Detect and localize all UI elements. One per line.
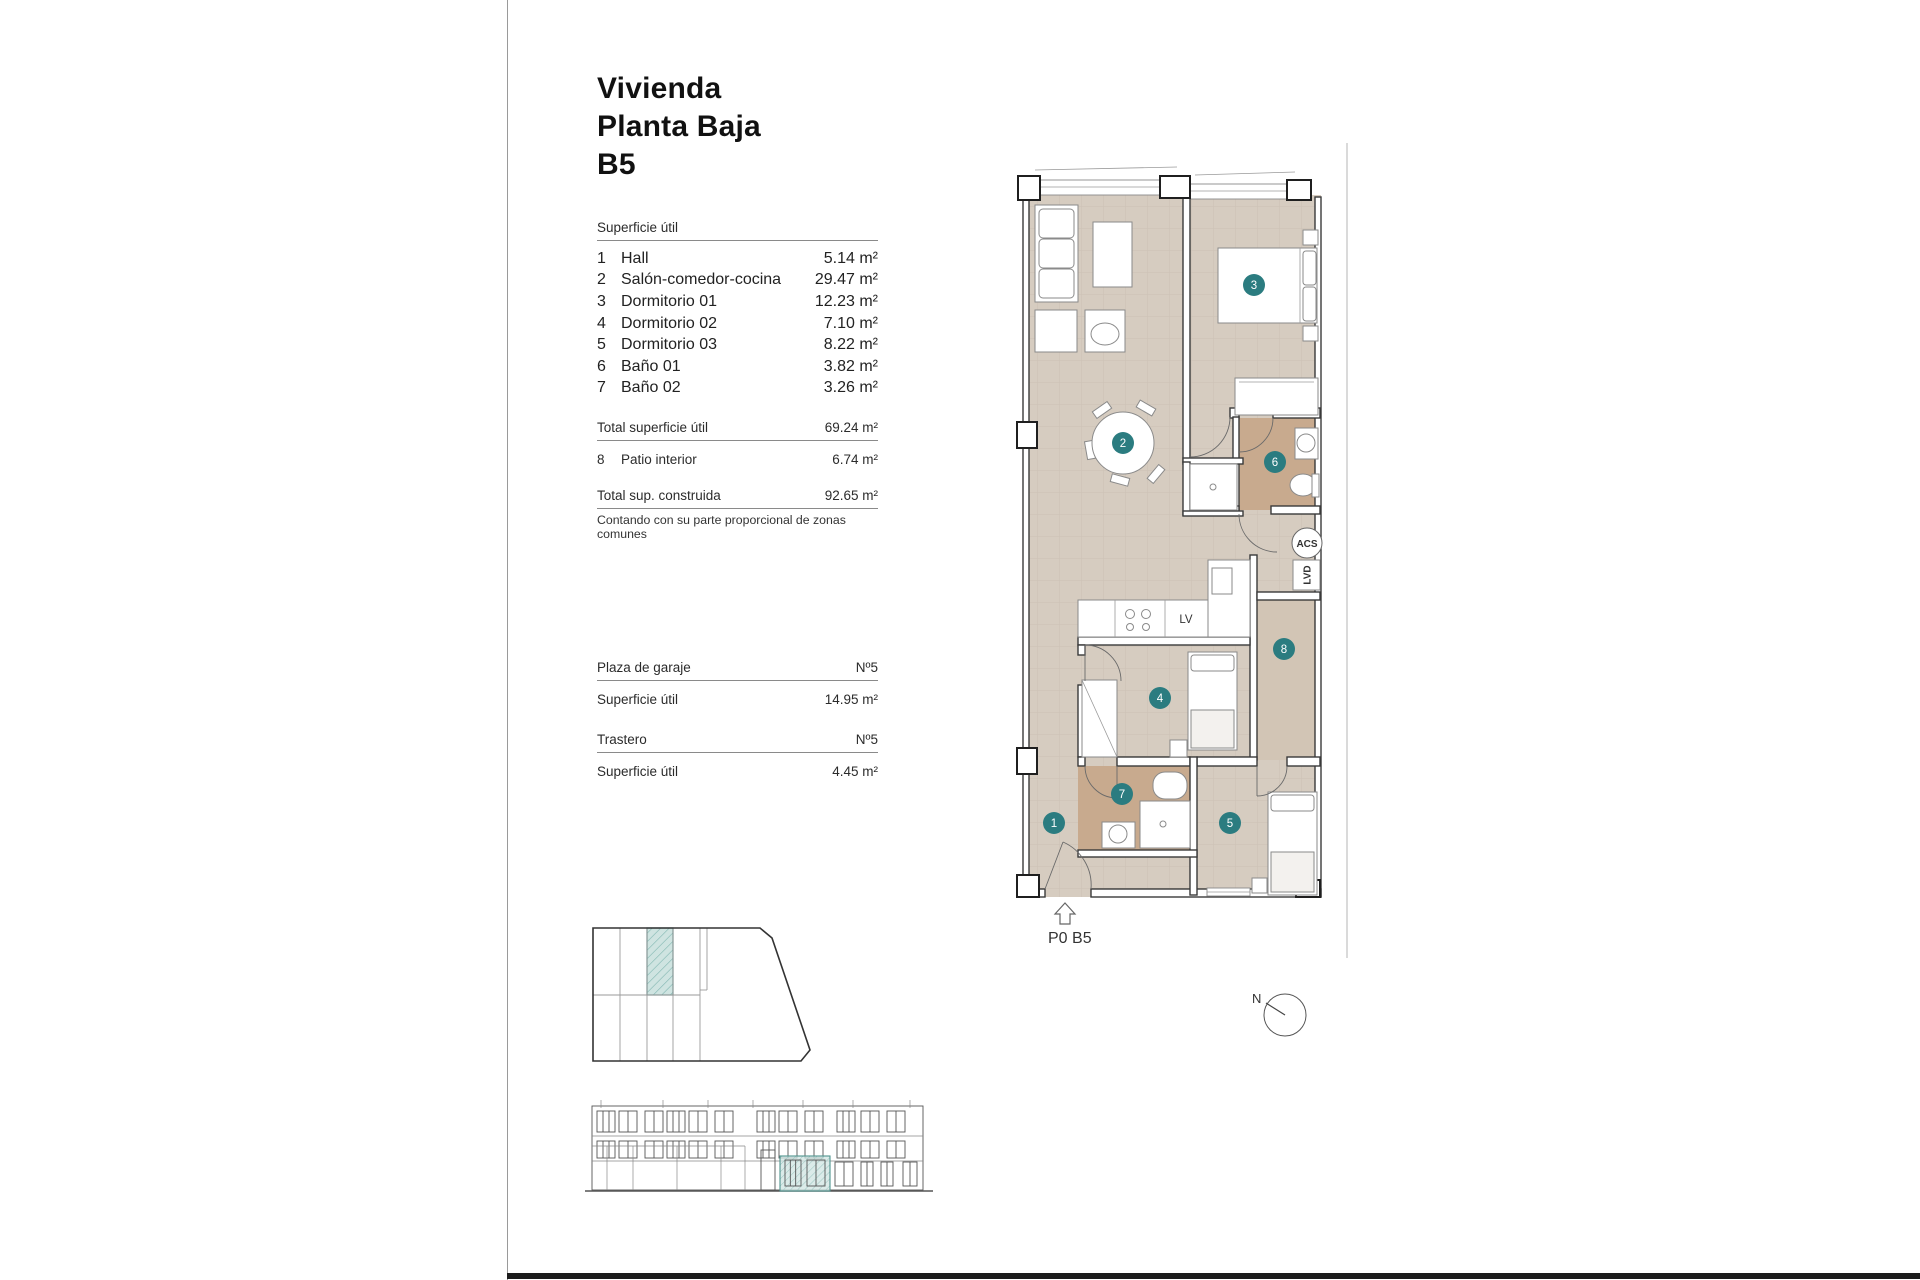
- room-number-badge: [1219, 812, 1241, 834]
- sheet-left-border: [507, 0, 508, 1280]
- wall: [1078, 645, 1085, 655]
- wall: [1183, 511, 1243, 516]
- garage-area-value: 14.95 m²: [824, 692, 878, 707]
- wall: [1023, 195, 1029, 897]
- acs-label: ACS: [1296, 539, 1318, 550]
- room-number: 8: [1280, 644, 1288, 656]
- title-line-1: Vivienda: [597, 72, 722, 105]
- surface-header-label: Superficie útil: [597, 220, 679, 235]
- row-label: Baño 02: [621, 379, 681, 397]
- window: [757, 1111, 775, 1132]
- row-num: 5: [597, 336, 606, 354]
- row-value: 5.14 m²: [823, 249, 878, 267]
- pillar: [1017, 748, 1037, 774]
- table-row: [597, 248, 878, 270]
- room-number: 1: [1050, 818, 1058, 830]
- window: [837, 1111, 855, 1132]
- wall: [1078, 637, 1250, 645]
- row-label: Salón-comedor-cocina: [621, 271, 782, 289]
- total-util-label: Total superficie útil: [597, 420, 709, 435]
- shower: [1190, 464, 1237, 510]
- wall: [1078, 757, 1085, 766]
- compass-needle: [1266, 1003, 1285, 1015]
- nightstand: [1303, 326, 1318, 341]
- roof-overhang-line: [1195, 172, 1295, 175]
- row-num: 7: [597, 379, 606, 397]
- row-num: 3: [597, 292, 606, 310]
- storage-header-row: [597, 732, 878, 753]
- toilet-tank: [1312, 474, 1319, 497]
- table-row: [597, 291, 878, 313]
- storage-area-row: [597, 764, 878, 779]
- north-compass: [1250, 983, 1340, 1058]
- side-table: [1035, 310, 1077, 352]
- elevation-windows: [597, 1111, 905, 1158]
- row-value: 7.10 m²: [823, 314, 878, 332]
- total-construida-label: Total sup. construida: [597, 488, 721, 503]
- wall: [1257, 592, 1320, 600]
- row-num: 8: [597, 452, 605, 467]
- compass-north-label: N: [1252, 991, 1262, 1006]
- window: [667, 1141, 685, 1158]
- garage-area-row: [597, 692, 878, 707]
- table-row: [597, 270, 878, 292]
- total-construida-value: 92.65 m²: [824, 488, 878, 503]
- wall: [1287, 757, 1320, 766]
- wall: [1183, 195, 1190, 462]
- table-row: [597, 378, 878, 400]
- row-value: 6.74 m²: [832, 452, 878, 467]
- blanket: [1191, 710, 1234, 748]
- row-value: 8.22 m²: [823, 336, 878, 354]
- row-label: Dormitorio 01: [621, 292, 718, 310]
- storage-area-label: Superficie útil: [597, 764, 679, 779]
- row-num: 2: [597, 271, 606, 289]
- unit-label: P0 B5: [1048, 930, 1092, 947]
- garage-header: Plaza de garaje: [597, 660, 691, 675]
- room-number-badge: [1149, 687, 1171, 709]
- row-label: Baño 01: [621, 357, 681, 375]
- storage-area-value: 4.45 m²: [832, 764, 878, 779]
- row-num: 6: [597, 357, 606, 375]
- pillar: [1287, 180, 1311, 200]
- nightstand: [1170, 740, 1187, 757]
- total-construida-row: [597, 488, 878, 509]
- window: [597, 1141, 615, 1158]
- room-number: 3: [1250, 280, 1258, 292]
- roof-overhang-line: [1035, 167, 1177, 170]
- room-number-badge: [1264, 451, 1286, 473]
- wall: [1117, 757, 1190, 766]
- window: [597, 1111, 615, 1132]
- patio-floor: [1250, 600, 1320, 760]
- row-label: Dormitorio 03: [621, 336, 718, 354]
- fridge: [1212, 568, 1232, 594]
- table-row: [597, 334, 878, 356]
- entrance-arrow-icon: [1055, 903, 1075, 924]
- sofa-cushion: [1039, 239, 1074, 268]
- row-label: Hall: [621, 249, 649, 267]
- row-value: 12.23 m²: [814, 292, 878, 310]
- double-bed: [1218, 248, 1317, 323]
- nightstand: [1303, 230, 1318, 245]
- garage-header-row: [597, 660, 878, 681]
- title-line-3: B5: [597, 148, 636, 181]
- site-outline: [593, 928, 810, 1061]
- room-number: 4: [1156, 693, 1164, 705]
- row-value: 3.26 m²: [823, 379, 878, 397]
- shower: [1140, 801, 1190, 848]
- room-number: 6: [1271, 457, 1279, 469]
- wall: [1190, 757, 1197, 895]
- room-number: 5: [1226, 818, 1234, 830]
- site-plan: [590, 922, 880, 1072]
- title-line-2: Planta Baja: [597, 110, 761, 143]
- nightstand: [1252, 878, 1267, 893]
- pillow: [1303, 287, 1316, 321]
- total-util-row: [597, 420, 878, 441]
- window-band: [1037, 180, 1163, 195]
- window-band: [1189, 184, 1289, 199]
- room-number-badge: [1043, 812, 1065, 834]
- pillar: [1160, 176, 1190, 198]
- row-num: 4: [597, 314, 606, 332]
- pillar: [1017, 875, 1039, 897]
- window: [757, 1141, 775, 1158]
- wall: [1271, 506, 1320, 514]
- table-row: [597, 356, 878, 378]
- patio-row: [597, 452, 878, 467]
- pillar: [1017, 422, 1037, 448]
- window: [667, 1111, 685, 1132]
- room-number-badge: [1273, 638, 1295, 660]
- row-value: 3.82 m²: [823, 357, 878, 375]
- room-number-badge: [1112, 432, 1134, 454]
- page-title: [597, 70, 761, 184]
- bathtub: [1153, 772, 1187, 799]
- sofa-cushion: [1039, 209, 1074, 238]
- surface-table-rows: [597, 248, 878, 399]
- wall: [1250, 555, 1257, 760]
- room-number: 7: [1118, 789, 1126, 801]
- garage-area-label: Superficie útil: [597, 692, 679, 707]
- pillow: [1271, 795, 1314, 811]
- armchair-seat: [1091, 323, 1119, 345]
- table-row: [597, 313, 878, 335]
- room-number: 2: [1119, 438, 1127, 450]
- unit-highlight-hatch: [647, 928, 673, 995]
- storage-number: Nº5: [855, 732, 878, 747]
- wall: [1183, 462, 1190, 515]
- floor-plan: [1015, 140, 1355, 970]
- storage-header: Trastero: [597, 732, 647, 747]
- sheet-bottom-border: [507, 1273, 1920, 1279]
- wardrobe: [1235, 378, 1318, 415]
- window: [837, 1141, 855, 1158]
- sofa-cushion: [1039, 269, 1074, 298]
- room-number-badge: [1243, 274, 1265, 296]
- garage-number: Nº5: [855, 660, 878, 675]
- elevation-ground-floor: [592, 1146, 917, 1190]
- total-util-value: 69.24 m²: [824, 420, 878, 435]
- washbasin: [1102, 822, 1135, 848]
- row-label: Patio interior: [621, 452, 697, 467]
- common-zones-note: Contando con su parte proporcional de zonas comunes: [597, 513, 846, 541]
- row-value: 29.47 m²: [814, 271, 878, 289]
- surface-table-header: [597, 220, 878, 241]
- pillow: [1303, 251, 1316, 285]
- row-num: 1: [597, 249, 606, 267]
- wall: [1078, 850, 1197, 857]
- room-number-badge: [1111, 783, 1133, 805]
- rug: [1093, 222, 1132, 287]
- blanket: [1271, 852, 1314, 892]
- dishwasher-label: LV: [1179, 614, 1193, 626]
- row-label: Dormitorio 02: [621, 314, 718, 332]
- wall: [1197, 757, 1257, 766]
- pillar: [1018, 176, 1040, 200]
- wall: [1183, 458, 1243, 464]
- lvd-label: LVD: [1302, 565, 1314, 585]
- pillow: [1191, 655, 1234, 671]
- building-elevation: [585, 1098, 935, 1213]
